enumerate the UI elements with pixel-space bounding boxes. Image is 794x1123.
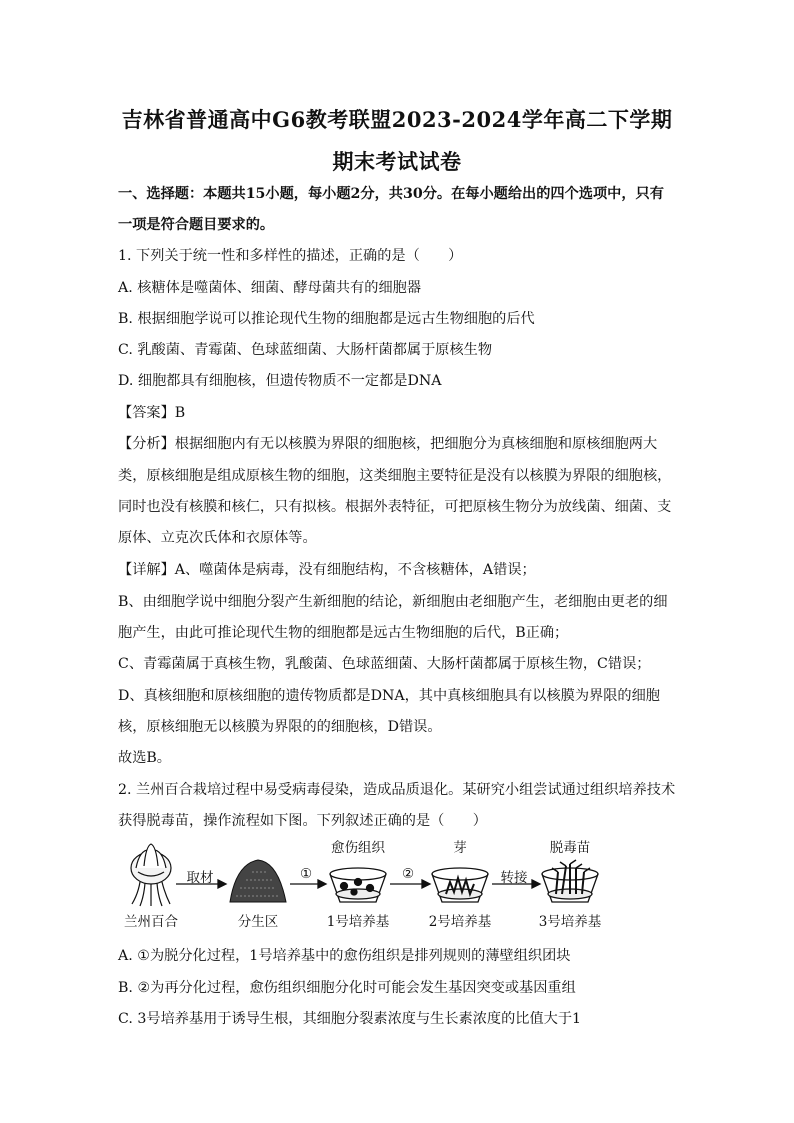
culture-dish-3-icon — [542, 860, 598, 902]
label-sampling: 取材 — [186, 870, 214, 886]
question-2-stem: 2. 兰州百合栽培过程中易受病毒侵染，造成品质退化。某研究小组尝试通过组织培养技术 — [118, 782, 676, 798]
question-2-option-c: C. 3号培养基用于诱导生根，其细胞分裂素浓度与生长素浓度的比值大于1 — [118, 1011, 582, 1027]
label-virus-free-seedling: 脱毒苗 — [549, 840, 591, 856]
section-header-cont: 一项是符合题目要求的。 — [118, 217, 275, 233]
label-medium-2: 2号培养基 — [428, 914, 492, 930]
question-1-answer: 【答案】B — [118, 405, 186, 421]
question-1-option-d: D. 细胞都具有细胞核，但遗传物质不一定都是DNA — [118, 373, 442, 389]
tissue-culture-flow-diagram — [118, 836, 678, 936]
label-meristem: 分生区 — [237, 914, 279, 930]
question-1-analysis-line: 同时也没有核膜和核仁，只有拟核。根据外表特征，可把原核生物分为放线菌、细菌、支 — [118, 499, 672, 515]
label-lanzhou-lily: 兰州百合 — [124, 914, 178, 930]
question-1-option-a: A. 核糖体是噬菌体、细菌、酵母菌共有的细胞器 — [118, 280, 422, 296]
label-callus: 愈伤组织 — [331, 840, 385, 856]
label-medium-1: 1号培养基 — [326, 914, 390, 930]
question-2-stem-cont: 获得脱毒苗，操作流程如下图。下列叙述正确的是（ ） — [118, 813, 487, 829]
culture-dish-2-icon — [432, 868, 488, 902]
question-1-analysis-line: 类，原核细胞是组成原核生物的细胞，这类细胞主要特征是没有以核膜为界限的细胞核， — [118, 468, 672, 484]
meristem-icon — [230, 860, 286, 902]
label-bud: 芽 — [453, 840, 467, 856]
section-header: 一、选择题：本题共15小题，每小题2分，共30分。在每小题给出的四个选项中，只有 — [118, 186, 664, 202]
label-medium-3: 3号培养基 — [538, 914, 602, 930]
question-2-option-a: A. ①为脱分化过程，1号培养基中的愈伤组织是排列规则的薄壁组织团块 — [118, 948, 571, 964]
question-1-detail-line: D、真核细胞和原核细胞的遗传物质都是DNA，其中真核细胞具有以核膜为界限的细胞 — [118, 688, 660, 704]
exam-title-line-2: 期末考试试卷 — [332, 149, 462, 174]
label-transfer: 转接 — [500, 870, 528, 886]
question-1-option-c: C. 乳酸菌、青霉菌、色球蓝细菌、大肠杆菌都属于原核生物 — [118, 342, 493, 358]
question-1-detail-line: B、由细胞学说中细胞分裂产生新细胞的结论，新细胞由老细胞产生，老细胞由更老的细 — [118, 594, 668, 610]
question-1-detail-line: 胞产生，由此可推论现代生物的细胞都是远古生物细胞的后代，B正确； — [118, 625, 569, 641]
question-1-detail-line: 核，原核细胞无以核膜为界限的的细胞核，D错误。 — [118, 719, 442, 735]
question-1-option-b: B. 根据细胞学说可以推论现代生物的细胞都是远古生物细胞的后代 — [118, 311, 535, 327]
label-step-2: ② — [401, 866, 415, 882]
question-1-conclusion: 故选B。 — [118, 750, 171, 766]
lily-bulb-icon — [131, 844, 171, 906]
exam-title-line-1: 吉林省普通高中G6教考联盟2023-2024学年高二下学期 — [121, 107, 673, 132]
question-1-analysis-line: 原体、立克次氏体和衣原体等。 — [118, 530, 317, 546]
question-1-detail-line: C、青霉菌属于真核生物，乳酸菌、色球蓝细菌、大肠杆菌都属于原核生物，C错误； — [118, 656, 651, 672]
question-1-stem: 1. 下列关于统一性和多样性的描述，正确的是（ ） — [118, 248, 463, 264]
label-step-1: ① — [299, 866, 313, 882]
question-1-analysis-line: 【分析】根据细胞内有无以核膜为界限的细胞核，把细胞分为真核细胞和原核细胞两大 — [118, 436, 658, 452]
question-1-detail-line: 【详解】A、噬菌体是病毒，没有细胞结构，不含核糖体，A错误； — [118, 562, 536, 578]
question-2-option-b: B. ②为再分化过程，愈伤组织细胞分化时可能会发生基因突变或基因重组 — [118, 980, 576, 996]
culture-dish-1-icon — [330, 868, 386, 902]
